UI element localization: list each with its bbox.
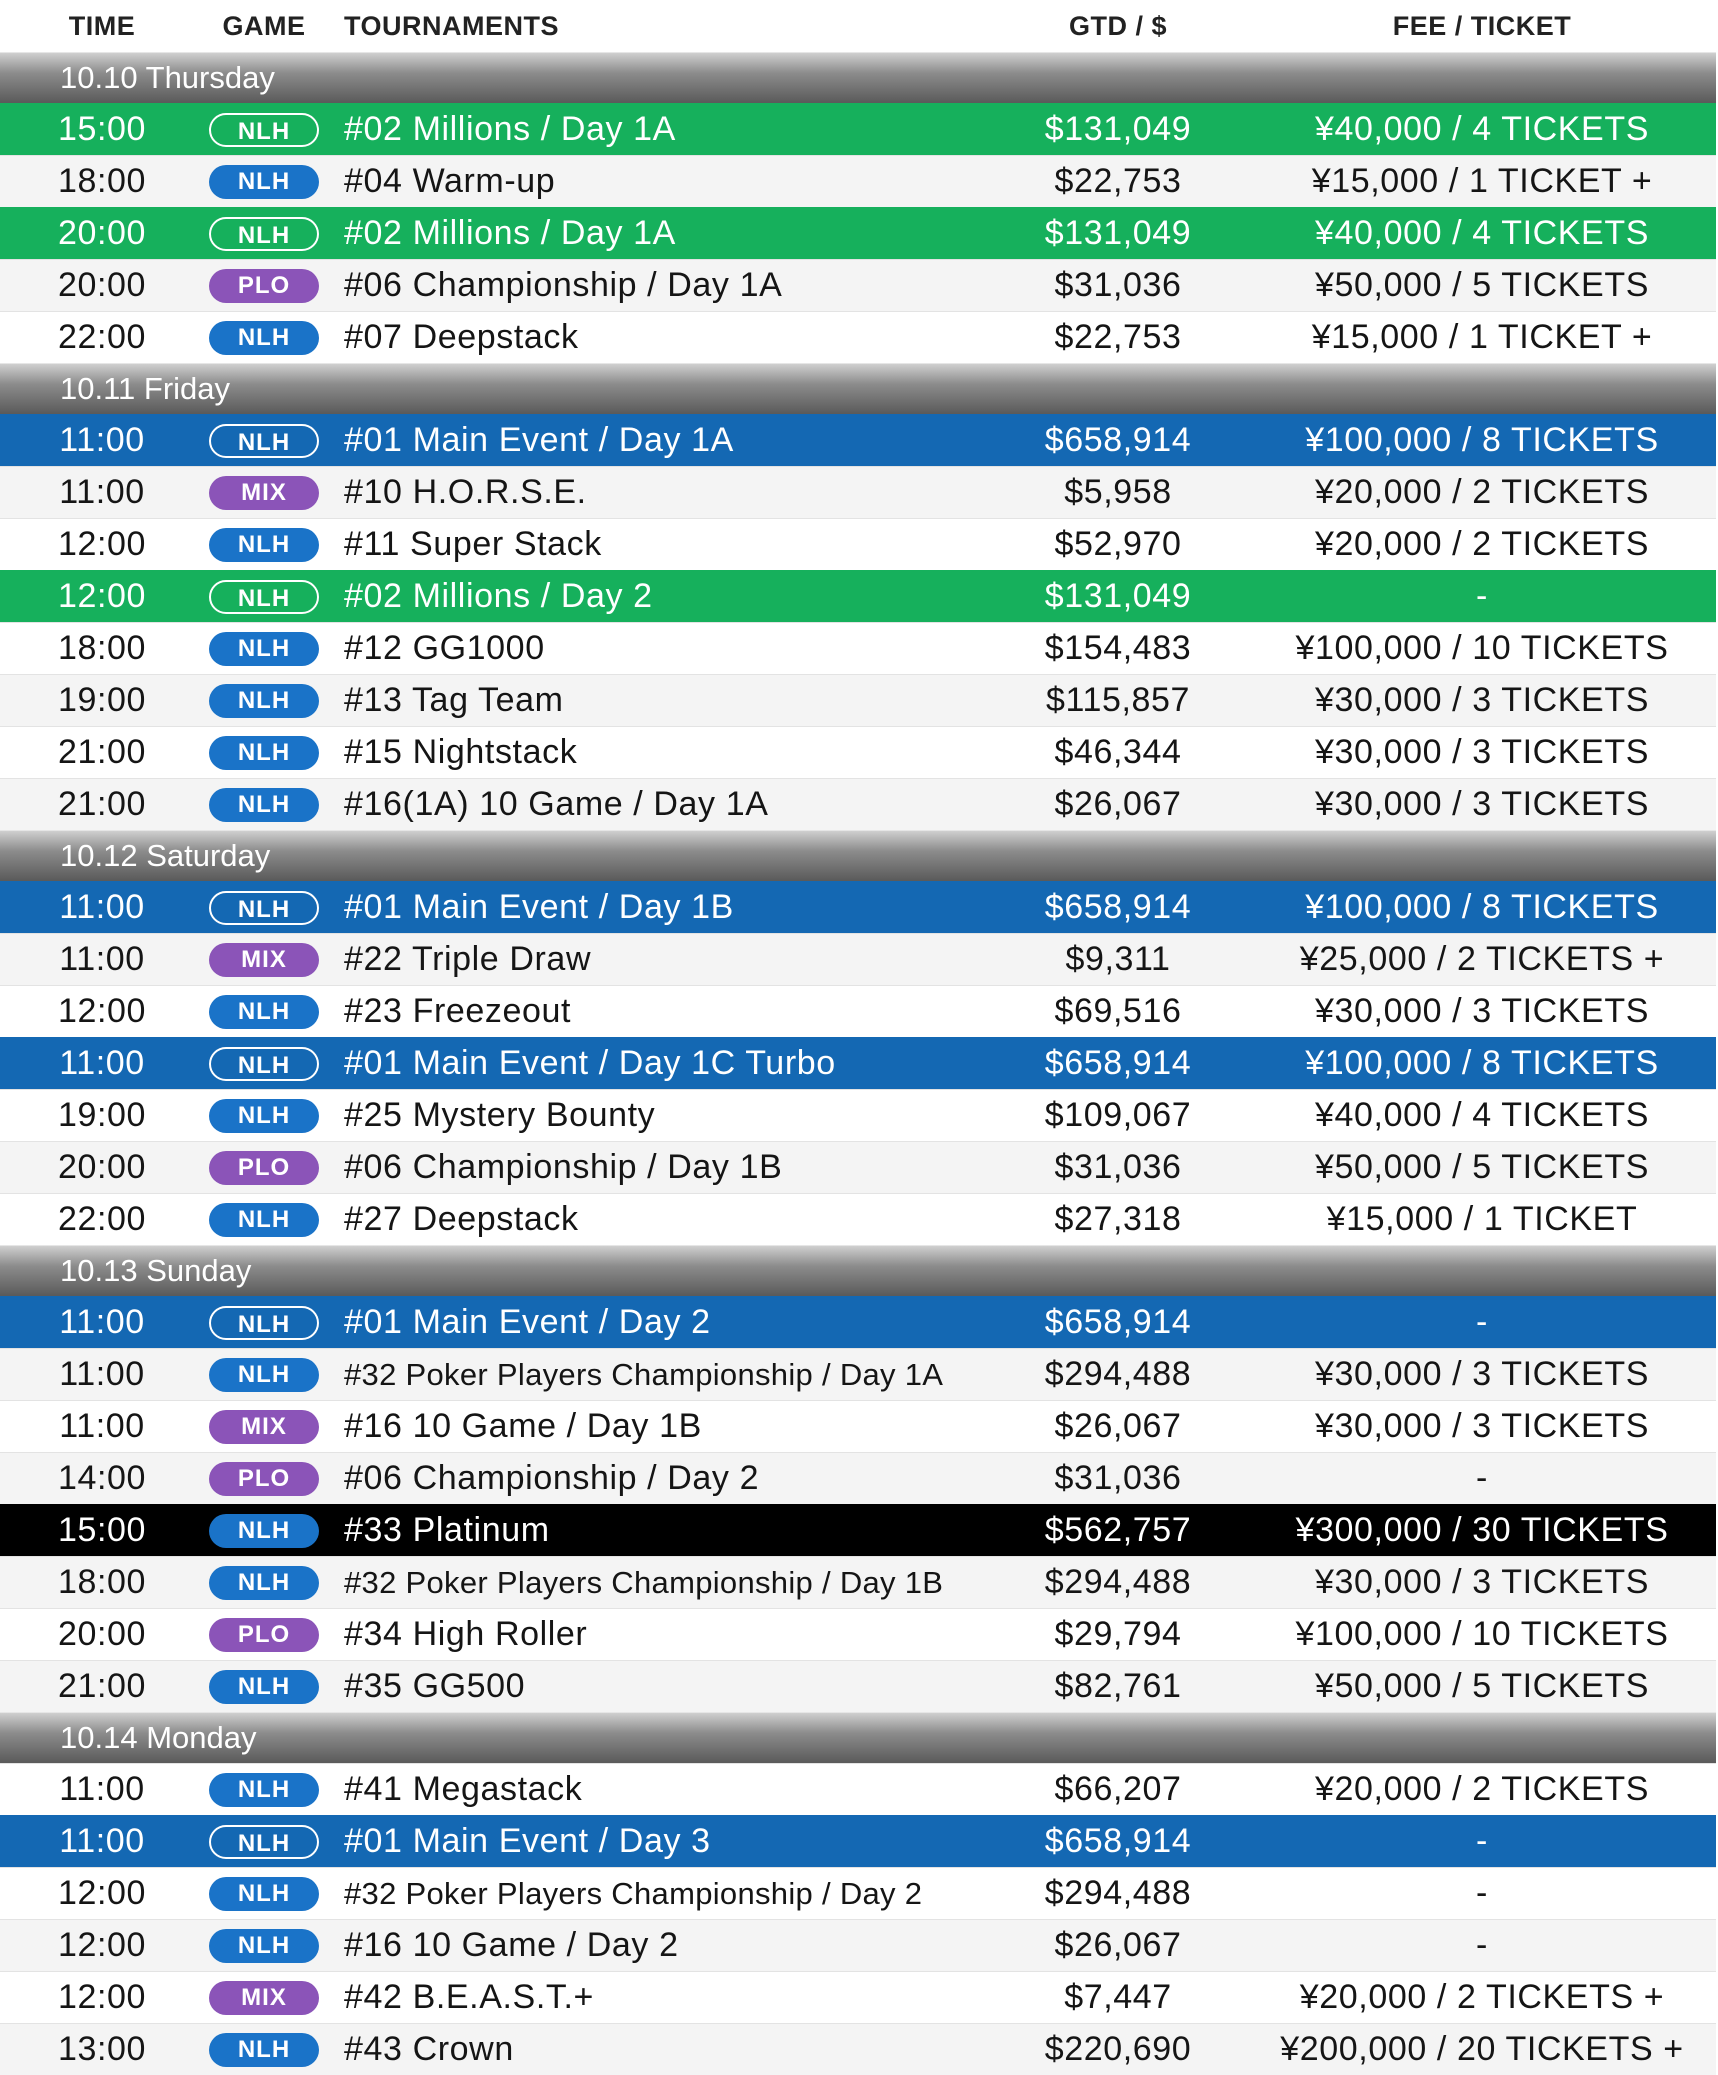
gtd-cell: $658,914 — [1044, 1303, 1192, 1341]
table-row — [0, 1504, 1716, 1556]
game-cell — [204, 788, 324, 822]
table-row — [0, 155, 1716, 207]
time-cell: 12:00 — [57, 992, 147, 1030]
game-cell — [204, 891, 324, 925]
fee-cell: ¥20,000 / 2 TICKETS — [1315, 473, 1649, 511]
game-cell — [204, 943, 324, 977]
fee-cell: ¥100,000 / 10 TICKETS — [1295, 629, 1669, 667]
time-cell: 18:00 — [57, 629, 147, 667]
game-badge: NLH — [209, 165, 319, 199]
table-header — [0, 0, 1716, 52]
time-cell: 11:00 — [59, 473, 145, 511]
time-cell: 18:00 — [57, 162, 147, 200]
table-row — [0, 570, 1716, 622]
fee-cell: ¥30,000 / 3 TICKETS — [1315, 992, 1649, 1030]
gtd-cell: $22,753 — [1054, 318, 1182, 356]
fee-cell: - — [1476, 1459, 1488, 1497]
tournament-cell: #01 Main Event / Day 1C Turbo — [344, 1044, 836, 1082]
game-cell — [204, 1825, 324, 1859]
time-cell: 11:00 — [59, 888, 145, 926]
header-game: GAME — [222, 10, 306, 41]
fee-cell: ¥40,000 / 4 TICKETS — [1315, 1096, 1649, 1134]
table-row — [0, 259, 1716, 311]
game-cell — [204, 269, 324, 303]
game-badge: NLH — [209, 632, 319, 666]
game-cell — [204, 632, 324, 666]
game-badge: NLH — [209, 321, 319, 355]
tournament-cell: #35 GG500 — [344, 1667, 526, 1705]
time-cell: 18:00 — [57, 1563, 147, 1601]
fee-cell: ¥20,000 / 2 TICKETS — [1315, 1770, 1649, 1808]
tournament-cell: #33 Platinum — [344, 1511, 550, 1549]
time-cell: 22:00 — [57, 1200, 147, 1238]
table-row — [0, 933, 1716, 985]
tournament-cell: #04 Warm-up — [344, 162, 556, 200]
fee-cell: ¥100,000 / 8 TICKETS — [1305, 888, 1659, 926]
gtd-cell: $658,914 — [1044, 888, 1192, 926]
tournament-cell: #01 Main Event / Day 3 — [344, 1822, 711, 1860]
tournament-cell: #01 Main Event / Day 1A — [344, 421, 734, 459]
day-header: 10.12 Saturday — [0, 830, 1716, 881]
time-cell: 12:00 — [57, 1978, 147, 2016]
gtd-cell: $31,036 — [1054, 1459, 1182, 1497]
game-badge: NLH — [209, 1670, 319, 1704]
gtd-cell: $5,958 — [1064, 473, 1172, 511]
table-row — [0, 1556, 1716, 1608]
time-cell: 12:00 — [57, 1874, 147, 1912]
gtd-cell: $154,483 — [1044, 629, 1192, 667]
tournament-cell: #02 Millions / Day 2 — [344, 577, 653, 615]
table-row — [0, 518, 1716, 570]
fee-cell: ¥100,000 / 8 TICKETS — [1305, 1044, 1659, 1082]
table-row — [0, 1296, 1716, 1348]
fee-cell: ¥15,000 / 1 TICKET + — [1311, 318, 1653, 356]
table-row — [0, 1141, 1716, 1193]
time-cell: 11:00 — [59, 1044, 145, 1082]
game-badge: NLH — [209, 1306, 319, 1340]
game-cell — [204, 113, 324, 147]
tournament-cell: #06 Championship / Day 1A — [344, 266, 783, 304]
time-cell: 15:00 — [57, 1511, 147, 1549]
fee-cell: - — [1476, 1874, 1488, 1912]
game-cell — [204, 580, 324, 614]
fee-cell: ¥100,000 / 8 TICKETS — [1305, 421, 1659, 459]
table-row — [0, 414, 1716, 466]
gtd-cell: $131,049 — [1044, 577, 1192, 615]
tournament-cell: #06 Championship / Day 2 — [344, 1459, 760, 1497]
table-row — [0, 985, 1716, 1037]
gtd-cell: $66,207 — [1054, 1770, 1182, 1808]
time-cell: 11:00 — [59, 1822, 145, 1860]
table-row — [0, 674, 1716, 726]
time-cell: 14:00 — [57, 1459, 147, 1497]
fee-cell: ¥30,000 / 3 TICKETS — [1315, 1407, 1649, 1445]
gtd-cell: $658,914 — [1044, 421, 1192, 459]
tournament-cell: #13 Tag Team — [344, 681, 564, 719]
gtd-cell: $26,067 — [1054, 1926, 1182, 1964]
game-badge: PLO — [209, 269, 319, 303]
header-gtd: GTD / $ — [1068, 10, 1167, 41]
table-row — [0, 311, 1716, 363]
game-cell — [204, 1929, 324, 1963]
gtd-cell: $7,447 — [1064, 1978, 1172, 2016]
fee-cell: ¥40,000 / 4 TICKETS — [1315, 110, 1649, 148]
game-badge: NLH — [209, 580, 319, 614]
game-badge: NLH — [209, 1566, 319, 1600]
time-cell: 20:00 — [57, 1148, 147, 1186]
game-cell — [204, 1877, 324, 1911]
gtd-cell: $82,761 — [1054, 1667, 1182, 1705]
game-badge: MIX — [209, 943, 319, 977]
game-cell — [204, 1981, 324, 2015]
time-cell: 19:00 — [57, 681, 147, 719]
game-badge: MIX — [209, 1981, 319, 2015]
tournament-cell: #43 Crown — [344, 2030, 514, 2068]
time-cell: 11:00 — [59, 940, 145, 978]
gtd-cell: $220,690 — [1044, 2030, 1192, 2068]
game-cell — [204, 995, 324, 1029]
game-badge: NLH — [209, 1203, 319, 1237]
gtd-cell: $29,794 — [1054, 1615, 1182, 1653]
table-row — [0, 207, 1716, 259]
tournament-cell: #16(1A) 10 Game / Day 1A — [344, 785, 769, 823]
game-cell — [204, 2033, 324, 2067]
fee-cell: ¥30,000 / 3 TICKETS — [1315, 1563, 1649, 1601]
table-row — [0, 1660, 1716, 1712]
game-cell — [204, 1151, 324, 1185]
game-badge: PLO — [209, 1462, 319, 1496]
fee-cell: ¥30,000 / 3 TICKETS — [1315, 733, 1649, 771]
header-time: TIME — [68, 10, 136, 41]
day-header: 10.11 Friday — [0, 363, 1716, 414]
header-fee: FEE / TICKET — [1392, 10, 1572, 41]
game-cell — [204, 1099, 324, 1133]
gtd-cell: $294,488 — [1044, 1874, 1192, 1912]
table-row — [0, 1400, 1716, 1452]
game-badge: NLH — [209, 113, 319, 147]
time-cell: 15:00 — [57, 110, 147, 148]
time-cell: 13:00 — [57, 2030, 147, 2068]
game-cell — [204, 736, 324, 770]
fee-cell: ¥50,000 / 5 TICKETS — [1315, 266, 1649, 304]
tournament-cell: #15 Nightstack — [344, 733, 578, 771]
gtd-cell: $26,067 — [1054, 1407, 1182, 1445]
gtd-cell: $131,049 — [1044, 110, 1192, 148]
gtd-cell: $27,318 — [1054, 1200, 1182, 1238]
fee-cell: - — [1476, 1822, 1488, 1860]
time-cell: 11:00 — [59, 1770, 145, 1808]
gtd-cell: $658,914 — [1044, 1044, 1192, 1082]
game-badge: PLO — [209, 1151, 319, 1185]
day-header: 10.10 Thursday — [0, 52, 1716, 103]
game-cell — [204, 1462, 324, 1496]
game-cell — [204, 1670, 324, 1704]
table-row — [0, 622, 1716, 674]
fee-cell: ¥100,000 / 10 TICKETS — [1295, 1615, 1669, 1653]
game-badge: NLH — [209, 1877, 319, 1911]
game-badge: NLH — [209, 1825, 319, 1859]
fee-cell: ¥50,000 / 5 TICKETS — [1315, 1148, 1649, 1186]
game-cell — [204, 217, 324, 251]
table-row — [0, 2023, 1716, 2075]
table-row — [0, 1867, 1716, 1919]
game-badge: NLH — [209, 1929, 319, 1963]
game-badge: MIX — [209, 476, 319, 510]
game-badge: NLH — [209, 684, 319, 718]
table-row — [0, 1971, 1716, 2023]
time-cell: 12:00 — [57, 525, 147, 563]
game-badge: NLH — [209, 788, 319, 822]
time-cell: 11:00 — [59, 1407, 145, 1445]
tournament-cell: #16 10 Game / Day 1B — [344, 1407, 702, 1445]
game-badge: NLH — [209, 1358, 319, 1392]
tournament-cell: #01 Main Event / Day 1B — [344, 888, 734, 926]
fee-cell: ¥25,000 / 2 TICKETS + — [1299, 940, 1665, 978]
time-cell: 11:00 — [59, 1303, 145, 1341]
tournament-cell: #25 Mystery Bounty — [344, 1096, 656, 1134]
time-cell: 21:00 — [57, 733, 147, 771]
header-tournaments: TOURNAMENTS — [344, 10, 560, 41]
tournament-cell: #32 Poker Players Championship / Day 2 — [344, 1875, 923, 1911]
table-row — [0, 726, 1716, 778]
gtd-cell: $31,036 — [1054, 266, 1182, 304]
game-cell — [204, 424, 324, 458]
time-cell: 11:00 — [59, 421, 145, 459]
time-cell: 12:00 — [57, 577, 147, 615]
time-cell: 12:00 — [57, 1926, 147, 1964]
table-row — [0, 1608, 1716, 1660]
game-badge: NLH — [209, 1099, 319, 1133]
gtd-cell: $26,067 — [1054, 785, 1182, 823]
game-cell — [204, 165, 324, 199]
schedule-body — [0, 52, 1716, 2075]
tournament-cell: #42 B.E.A.S.T.+ — [344, 1978, 594, 2016]
tournament-cell: #27 Deepstack — [344, 1200, 579, 1238]
fee-cell: - — [1476, 1926, 1488, 1964]
game-badge: NLH — [209, 1514, 319, 1548]
tournament-cell: #32 Poker Players Championship / Day 1A — [344, 1356, 944, 1392]
fee-cell: - — [1476, 1303, 1488, 1341]
table-row — [0, 1089, 1716, 1141]
gtd-cell: $294,488 — [1044, 1355, 1192, 1393]
day-header: 10.13 Sunday — [0, 1245, 1716, 1296]
time-cell: 11:00 — [59, 1355, 145, 1393]
game-cell — [204, 476, 324, 510]
game-badge: NLH — [209, 1047, 319, 1081]
fee-cell: ¥200,000 / 20 TICKETS + — [1280, 2030, 1684, 2068]
table-row — [0, 1763, 1716, 1815]
time-cell: 22:00 — [57, 318, 147, 356]
gtd-cell: $658,914 — [1044, 1822, 1192, 1860]
tournament-cell: #41 Megastack — [344, 1770, 583, 1808]
game-badge: NLH — [209, 995, 319, 1029]
game-badge: NLH — [209, 424, 319, 458]
tournament-cell: #32 Poker Players Championship / Day 1B — [344, 1564, 944, 1600]
fee-cell: ¥30,000 / 3 TICKETS — [1315, 1355, 1649, 1393]
fee-cell: ¥20,000 / 2 TICKETS — [1315, 525, 1649, 563]
tournament-cell: #07 Deepstack — [344, 318, 579, 356]
game-badge: NLH — [209, 1773, 319, 1807]
time-cell: 20:00 — [57, 266, 147, 304]
gtd-cell: $22,753 — [1054, 162, 1182, 200]
gtd-cell: $115,857 — [1045, 681, 1191, 719]
table-row — [0, 1919, 1716, 1971]
fee-cell: ¥50,000 / 5 TICKETS — [1315, 1667, 1649, 1705]
game-cell — [204, 684, 324, 718]
fee-cell: ¥15,000 / 1 TICKET + — [1311, 162, 1653, 200]
table-row — [0, 1037, 1716, 1089]
fee-cell: - — [1476, 577, 1488, 615]
table-row — [0, 881, 1716, 933]
game-badge: NLH — [209, 217, 319, 251]
gtd-cell: $562,757 — [1044, 1511, 1192, 1549]
tournament-cell: #23 Freezeout — [344, 992, 572, 1030]
table-row — [0, 466, 1716, 518]
tournament-cell: #02 Millions / Day 1A — [344, 110, 676, 148]
game-badge: NLH — [209, 891, 319, 925]
game-cell — [204, 1203, 324, 1237]
fee-cell: ¥40,000 / 4 TICKETS — [1315, 214, 1649, 252]
fee-cell: ¥30,000 / 3 TICKETS — [1315, 681, 1649, 719]
game-badge: PLO — [209, 1618, 319, 1652]
time-cell: 21:00 — [57, 785, 147, 823]
game-cell — [204, 321, 324, 355]
game-cell — [204, 1566, 324, 1600]
time-cell: 20:00 — [57, 214, 147, 252]
tournament-cell: #16 10 Game / Day 2 — [344, 1926, 679, 1964]
table-row — [0, 1452, 1716, 1504]
table-row — [0, 103, 1716, 155]
tournament-cell: #01 Main Event / Day 2 — [344, 1303, 711, 1341]
game-cell — [204, 528, 324, 562]
fee-cell: ¥30,000 / 3 TICKETS — [1315, 785, 1649, 823]
game-badge: NLH — [209, 528, 319, 562]
game-cell — [204, 1773, 324, 1807]
gtd-cell: $294,488 — [1044, 1563, 1192, 1601]
game-badge: NLH — [209, 2033, 319, 2067]
game-cell — [204, 1410, 324, 1444]
time-cell: 20:00 — [57, 1615, 147, 1653]
game-badge: MIX — [209, 1410, 319, 1444]
game-cell — [204, 1514, 324, 1548]
gtd-cell: $109,067 — [1044, 1096, 1192, 1134]
fee-cell: ¥300,000 / 30 TICKETS — [1295, 1511, 1669, 1549]
table-row — [0, 1193, 1716, 1245]
game-cell — [204, 1618, 324, 1652]
game-cell — [204, 1358, 324, 1392]
game-cell — [204, 1306, 324, 1340]
table-row — [0, 1348, 1716, 1400]
table-row — [0, 1815, 1716, 1867]
gtd-cell: $69,516 — [1054, 992, 1182, 1030]
time-cell: 19:00 — [57, 1096, 147, 1134]
table-row — [0, 778, 1716, 830]
tournament-cell: #12 GG1000 — [344, 629, 545, 667]
tournament-cell: #06 Championship / Day 1B — [344, 1148, 783, 1186]
game-badge: NLH — [209, 736, 319, 770]
gtd-cell: $131,049 — [1044, 214, 1192, 252]
time-cell: 21:00 — [57, 1667, 147, 1705]
tournament-cell: #10 H.O.R.S.E. — [344, 473, 587, 511]
day-header: 10.14 Monday — [0, 1712, 1716, 1763]
tournament-cell: #34 High Roller — [344, 1615, 588, 1653]
gtd-cell: $46,344 — [1054, 733, 1182, 771]
gtd-cell: $52,970 — [1054, 525, 1182, 563]
gtd-cell: $31,036 — [1054, 1148, 1182, 1186]
tournament-cell: #02 Millions / Day 1A — [344, 214, 676, 252]
fee-cell: ¥15,000 / 1 TICKET — [1326, 1200, 1638, 1238]
tournament-cell: #11 Super Stack — [344, 525, 602, 563]
tournament-cell: #22 Triple Draw — [344, 940, 592, 978]
gtd-cell: $9,311 — [1065, 940, 1171, 978]
game-cell — [204, 1047, 324, 1081]
fee-cell: ¥20,000 / 2 TICKETS + — [1299, 1978, 1665, 2016]
